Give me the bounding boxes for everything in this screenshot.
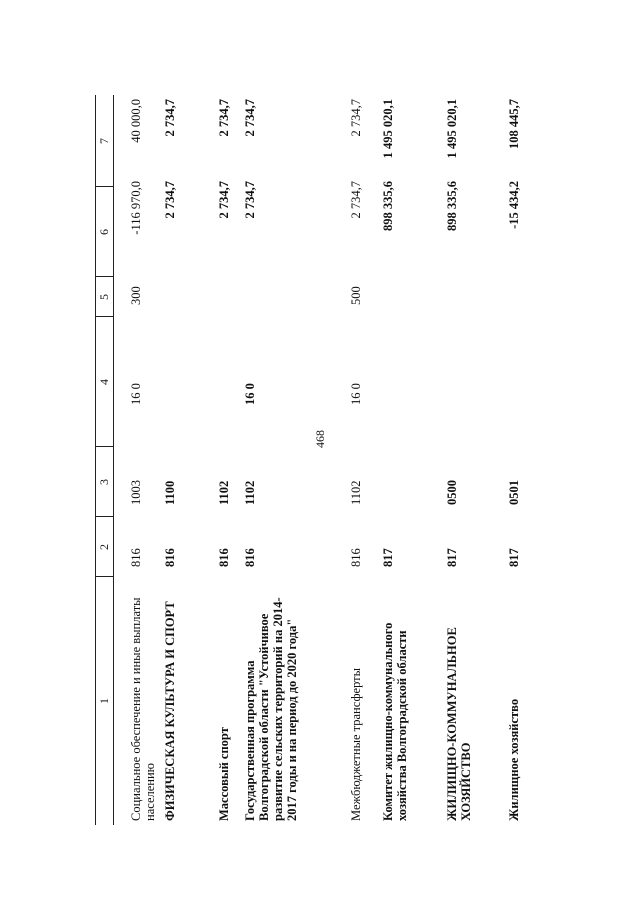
- header-col-5: 5: [97, 294, 111, 300]
- row-col-4: 16 0: [129, 383, 143, 405]
- row-name: Межбюджетные трансферты: [349, 667, 363, 821]
- row-col-7: 1 495 020,1: [381, 99, 395, 159]
- row-col-6: 898 335,6: [381, 181, 395, 231]
- row-col-5: 300: [129, 286, 143, 305]
- row-col-3: 1003: [129, 480, 143, 505]
- row-col-6: 2 734,7: [243, 181, 257, 219]
- header-col-2: 2: [97, 544, 111, 550]
- row-col-6: 2 734,7: [217, 181, 231, 219]
- row-col-7: 2 734,7: [217, 99, 231, 137]
- header-divider: [95, 276, 113, 277]
- header-col-7: 7: [97, 138, 111, 144]
- row-col-2: 816: [129, 548, 143, 567]
- row-col-7: 40 000,0: [129, 99, 143, 143]
- row-col-2: 817: [445, 548, 459, 567]
- header-bottom-border: [113, 95, 114, 825]
- header-col-1: 1: [97, 698, 111, 704]
- row-col-2: 817: [381, 548, 395, 567]
- row-col-3: 0500: [445, 480, 459, 505]
- rotated-table: [95, 95, 535, 825]
- row-col-4: 16 0: [243, 383, 257, 405]
- row-name: ЖИЛИЩНО-КОММУНАЛЬНОЕ ХОЗЯЙСТВО: [445, 627, 473, 821]
- row-col-6: -15 434,2: [507, 181, 521, 229]
- row-col-7: 2 734,7: [349, 99, 363, 137]
- header-divider: [95, 576, 113, 577]
- header-col-6: 6: [97, 229, 111, 235]
- header-divider: [95, 446, 113, 447]
- row-name: Комитет жилищно-коммунального хозяйства Волгоградской области: [381, 622, 409, 821]
- budget-table: [95, 95, 640, 821]
- row-col-3: 1100: [163, 480, 177, 505]
- table-header-row: [95, 95, 113, 825]
- header-col-4: 4: [97, 379, 111, 385]
- row-col-3: 1102: [243, 480, 257, 505]
- row-name: ФИЗИЧЕСКАЯ КУЛЬТУРА И СПОРТ: [163, 601, 177, 821]
- row-col-7: 1 495 020,1: [445, 99, 459, 159]
- row-col-7: 2 734,7: [163, 99, 177, 137]
- row-col-6: -116 970,0: [129, 181, 143, 235]
- row-col-7: 2 734,7: [243, 99, 257, 137]
- row-col-2: 816: [243, 548, 257, 567]
- row-col-7: 108 445,7: [507, 99, 521, 149]
- row-col-3: 1102: [217, 480, 231, 505]
- row-col-4: 16 0: [349, 383, 363, 405]
- header-divider: [95, 186, 113, 187]
- row-col-2: 816: [349, 548, 363, 567]
- row-col-3: 0501: [507, 480, 521, 505]
- row-col-5: 500: [349, 286, 363, 305]
- row-name: Массовый спорт: [217, 727, 231, 821]
- row-name: Социальное обеспечение и иные выплаты населению: [129, 597, 157, 821]
- table-top-border: [95, 95, 96, 825]
- row-col-6: 898 335,6: [445, 181, 459, 231]
- row-col-2: 816: [217, 548, 231, 567]
- header-divider: [95, 516, 113, 517]
- row-name: Жилищное хозяйство: [507, 698, 521, 821]
- page-number: 468: [313, 430, 327, 448]
- row-col-2: 817: [507, 548, 521, 567]
- header-divider: [95, 316, 113, 317]
- row-col-2: 816: [163, 548, 177, 567]
- row-name: Государственная программа Волгоградской области "Устойчивое развитие сельских территорий на 2014-2017 годы и на период до 2020 года": [243, 597, 299, 821]
- row-col-6: 2 734,7: [349, 181, 363, 219]
- header-col-3: 3: [97, 479, 111, 485]
- row-col-3: 1102: [349, 480, 363, 505]
- row-col-6: 2 734,7: [163, 181, 177, 219]
